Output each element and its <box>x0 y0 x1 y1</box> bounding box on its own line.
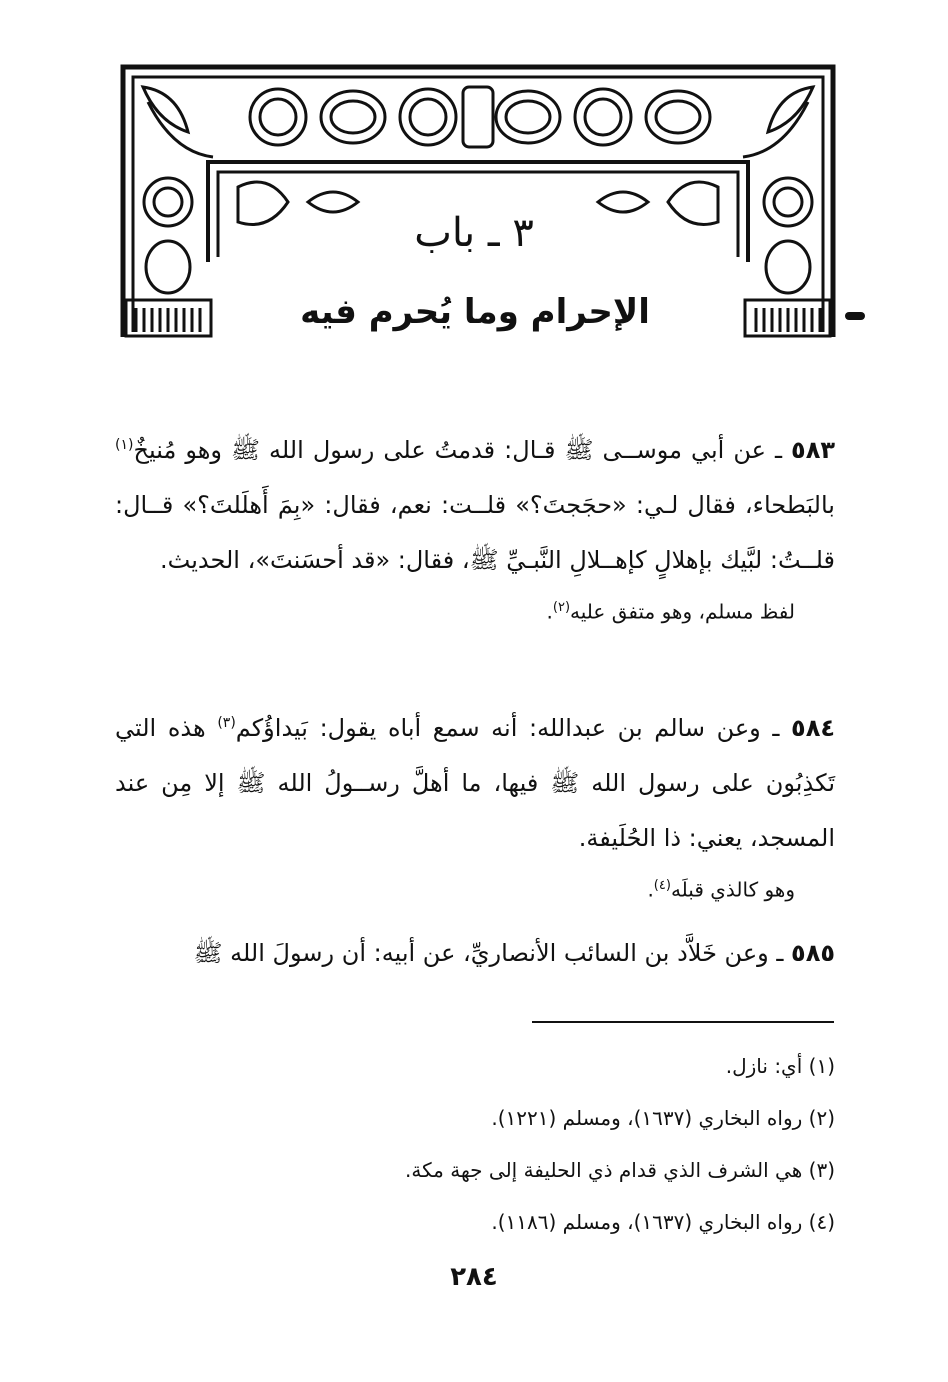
footnote <box>200 1144 835 1196</box>
footnote-divider <box>532 1021 834 1023</box>
footnote <box>200 1092 835 1144</box>
hadith-583 <box>115 418 835 632</box>
footnote-marker: (٣) <box>808 1158 835 1182</box>
hadith-note: لفظ مسلم، وهو متفق عليه$^{(٢)}$. <box>546 599 795 624</box>
hadith-number: ٥٨٤ <box>791 714 835 742</box>
footnote-text: رواه البخاري (١٦٣٧)، ومسلم (١٢٢١). <box>491 1106 803 1130</box>
footnotes <box>200 1040 835 1248</box>
footnote-ref: (١) <box>115 437 134 453</box>
footnote-text: أي: نازل. <box>725 1054 803 1078</box>
footnote <box>200 1196 835 1248</box>
hadith-text <box>115 926 835 981</box>
hadith-number: ٥٨٣ <box>791 436 835 464</box>
note-text: وهو كالذي قبلَه <box>670 877 795 902</box>
chapter-heading: ٣ ـ باب <box>414 210 534 256</box>
footnote-ref: (٢) <box>552 600 571 615</box>
hadith-number: ٥٨٥ <box>791 939 835 967</box>
hadith-note: وهو كالذي قبلَه$^{(٤)}$. <box>647 877 795 902</box>
hadith-585 <box>115 926 835 981</box>
hadith-text <box>115 418 835 588</box>
hadith-text-part: بالبَطحاء، فقال لـي: «حجَجتَ؟» قلــت: نعم، فقال: «بِمَ أَهلَلتَ؟» قــال: قلــتُ: لبَّيك بإهلالٍ كإهــلالِ النَّبـيِّ ﷺ، فقال: «قد أحسَنتَ»، الحديث. <box>115 491 835 574</box>
footnote <box>200 1040 835 1092</box>
margin-mark <box>845 312 865 320</box>
footnote-marker: (٤) <box>808 1210 835 1234</box>
footnote-ref: (٤) <box>653 878 671 893</box>
footnote-text: هي الشرف الذي قدام ذي الحليفة إلى جهة مكة. <box>405 1158 803 1182</box>
chapter-subtitle: الإحرام وما يُحرم فيه <box>300 292 650 332</box>
note-text: لفظ مسلم، وهو متفق عليه <box>570 599 795 624</box>
footnote-ref: (٣) <box>217 715 236 731</box>
page-number: ٢٨٤ <box>450 1262 498 1292</box>
footnote-marker: (٢) <box>808 1106 835 1130</box>
hadith-text-part: ـ عن أبي موســى ﷺ قـال: قدمتُ على رسول الله ﷺ وهو مُنيخٌ <box>133 436 783 464</box>
hadith-584 <box>115 696 835 910</box>
footnote-marker: (١) <box>808 1054 835 1078</box>
hadith-text-part: ـ وعن خَلاَّد بن السائب الأنصاريِّ، عن أبيه: أن رسولَ الله ﷺ <box>193 939 784 967</box>
hadith-text-part: ـ وعن سالم بن عبدالله: أنه سمع أباه يقول: بَيداؤُكم <box>235 714 780 742</box>
hadith-text-part: هذه التي تَكذِبُون على رسول الله ﷺ فيها، ما أهلَّ رســولُ الله ﷺ إلا مِن عند المسجد، يعني: ذا الحُلَيفة. <box>115 714 835 852</box>
hadith-text <box>115 696 835 866</box>
footnote-text: رواه البخاري (١٦٣٧)، ومسلم (١١٨٦). <box>491 1210 803 1234</box>
